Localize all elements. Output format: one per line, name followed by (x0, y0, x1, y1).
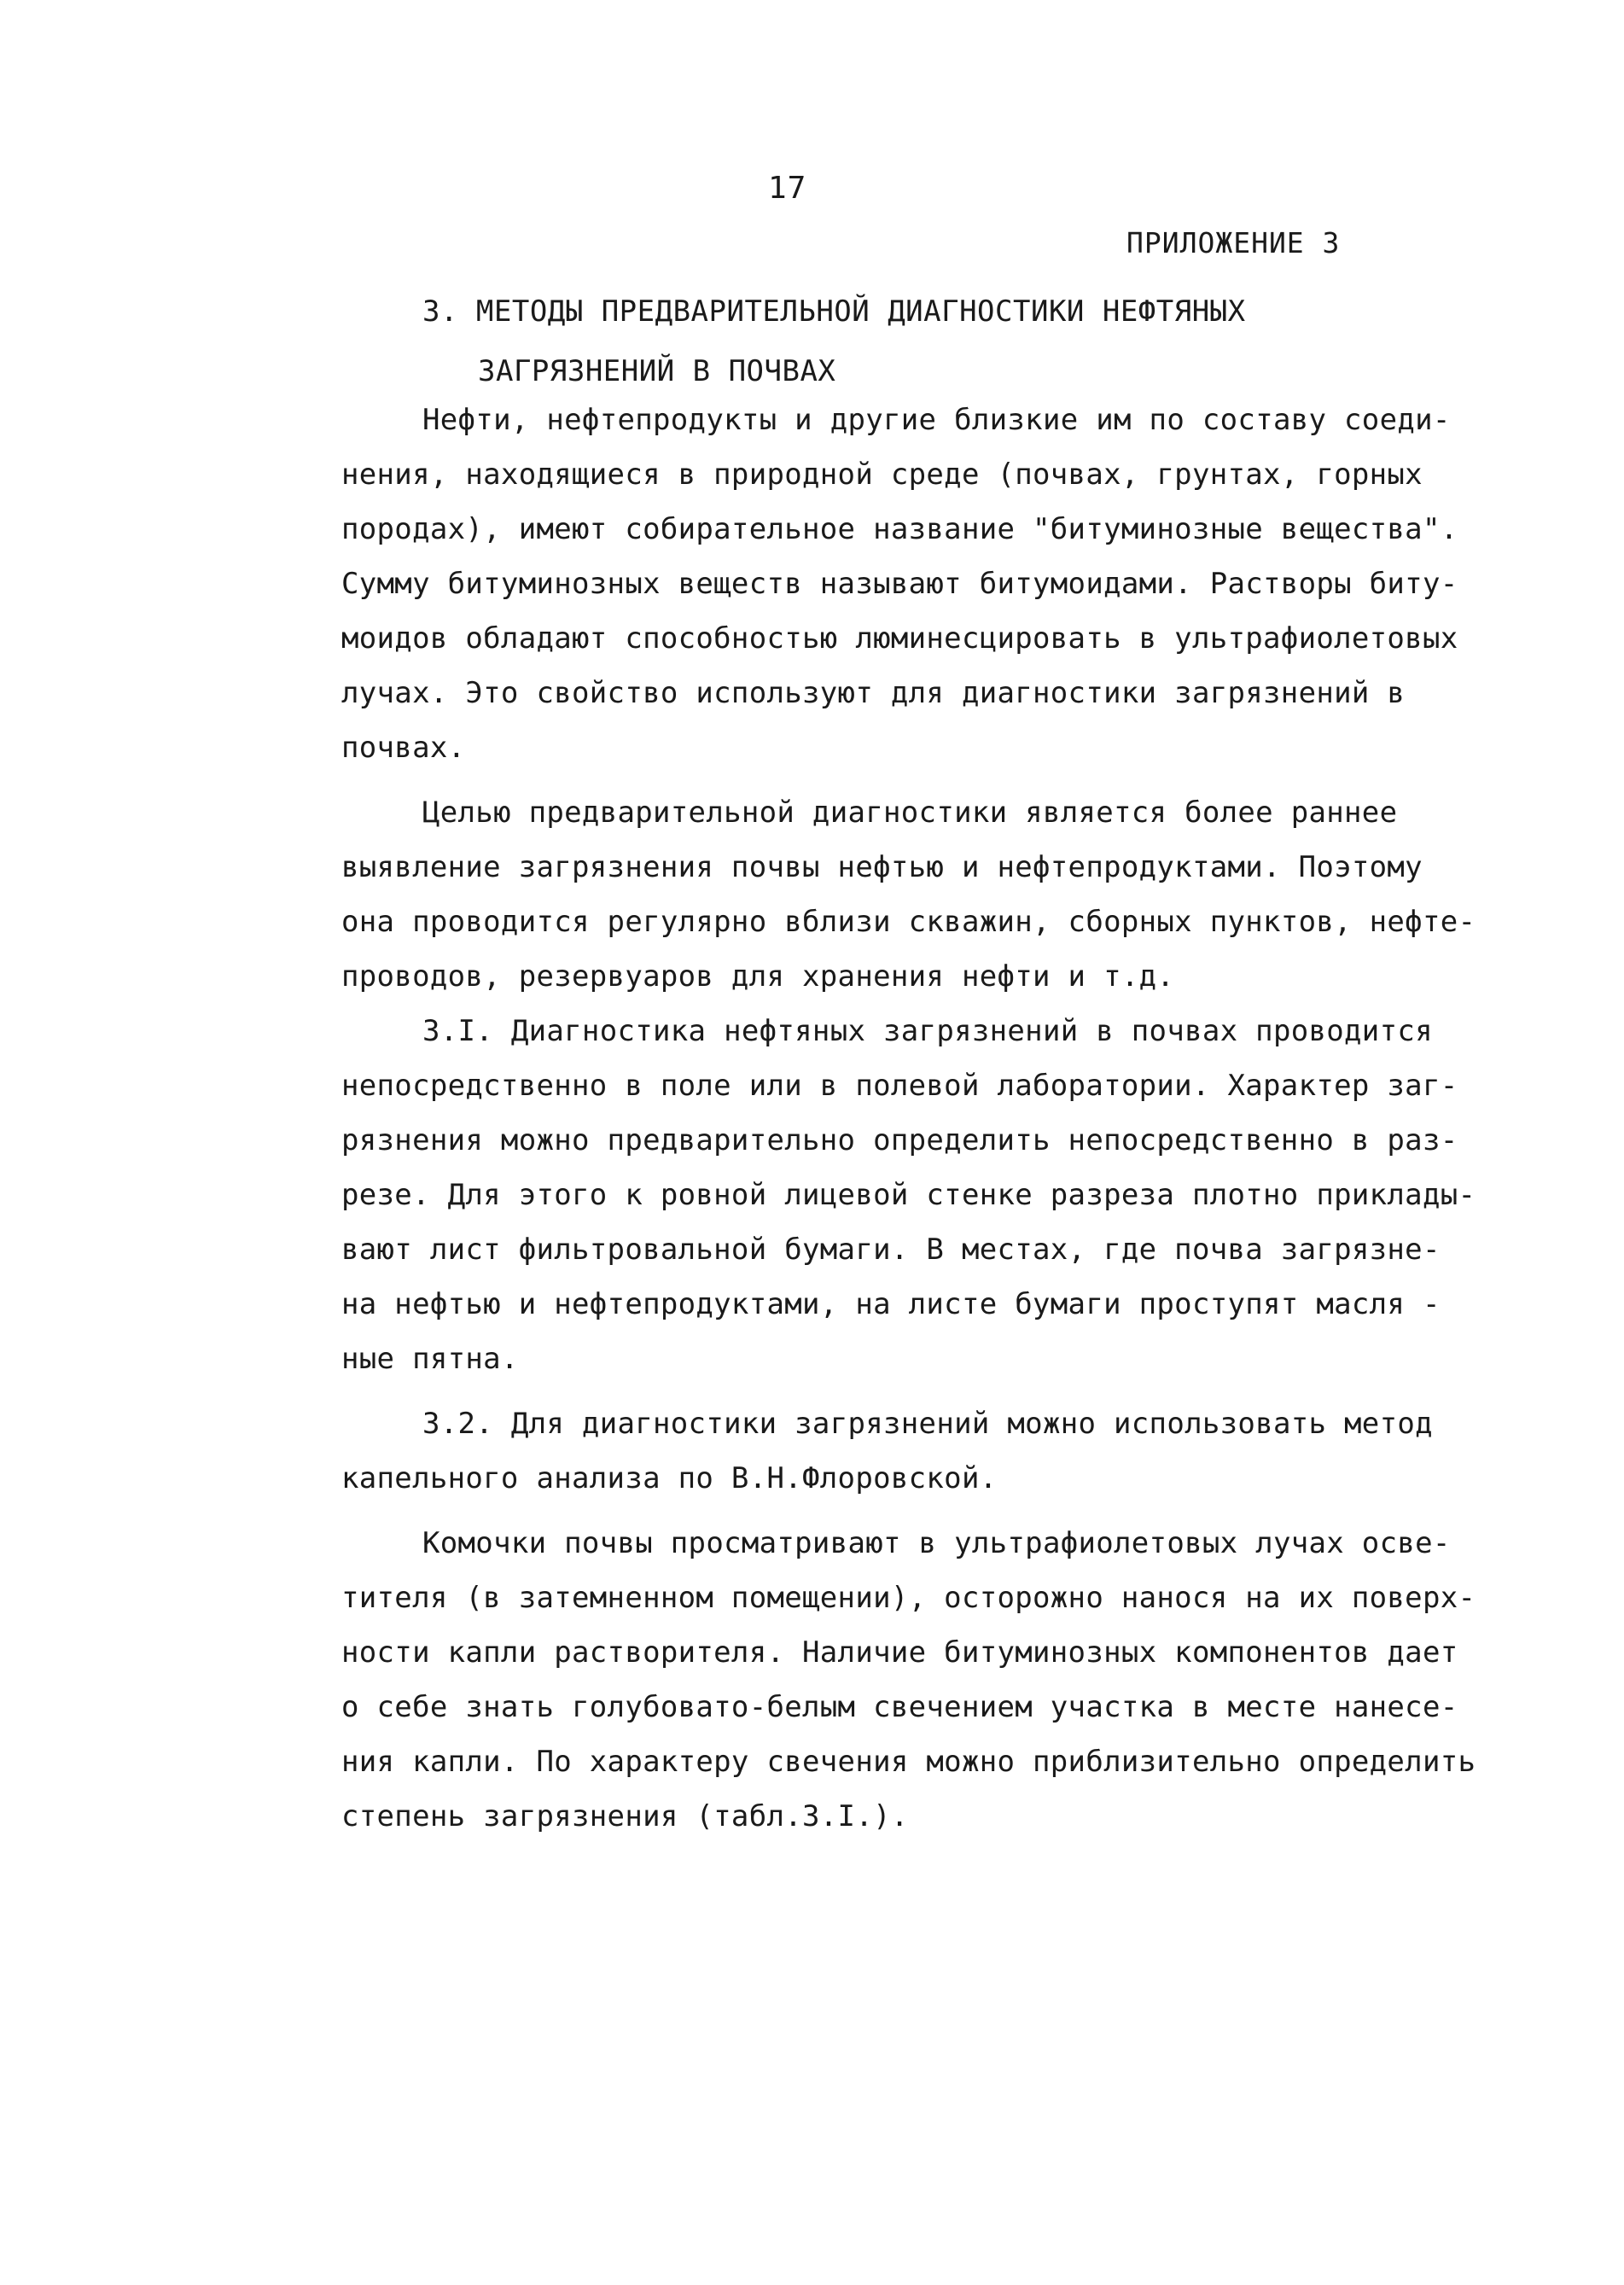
text-line: выявление загрязнения почвы нефтью и нефтепродуктами. Поэтому (341, 850, 1423, 884)
paragraph-4 (341, 1396, 1451, 1506)
text-line: капельного анализа по В.Н.Флоровской. (341, 1461, 998, 1495)
text-line: на нефтью и нефтепродуктами, на листе бумаги проступят масля - (341, 1287, 1441, 1321)
text-line: 3.I. Диагностика нефтяных загрязнений в почвах проводится (422, 1014, 1433, 1048)
text-line: породах), имеют собирательное название "битуминозные вещества". (341, 512, 1458, 546)
text-line: резе. Для этого к ровной лицевой стенке разреза плотно приклады- (341, 1178, 1476, 1212)
text-line: ния капли. По характеру свечения можно приблизительно определить (341, 1745, 1476, 1779)
text-line: вают лист фильтровальной бумаги. В местах, где почва загрязне- (341, 1233, 1441, 1267)
text-line: степень загрязнения (табл.3.I.). (341, 1799, 909, 1833)
text-line: почвах. (341, 731, 466, 765)
text-line: ности капли растворителя. Наличие битуминозных компонентов дает (341, 1635, 1458, 1670)
section-heading-line-1: 3. МЕТОДЫ ПРЕДВАРИТЕЛЬНОЙ ДИАГНОСТИКИ НЕФТЯНЫХ (422, 294, 1246, 329)
text-line: Сумму битуминозных веществ называют битумоидами. Растворы биту- (341, 567, 1458, 601)
text-line: рязнения можно предварительно определить непосредственно в раз- (341, 1123, 1458, 1157)
text-line: Комочки почвы просматривают в ультрафиолетовых лучах осве- (422, 1526, 1451, 1560)
paragraph-3 (341, 1004, 1476, 1386)
text-line: тителя (в затемненном помещении), осторожно нанося на их поверх- (341, 1581, 1476, 1615)
text-line: 3.2. Для диагностики загрязнений можно использовать метод (422, 1407, 1433, 1441)
paragraph-1 (341, 393, 1458, 775)
paragraph-5 (341, 1516, 1476, 1844)
text-line: проводов, резервуаров для хранения нефти и т.д. (341, 959, 1175, 994)
text-line: Целью предварительной диагностики является более раннее (422, 796, 1398, 830)
appendix-label: ПРИЛОЖЕНИЕ 3 (1126, 226, 1341, 259)
page-number: 17 (768, 171, 807, 206)
section-heading-line-2: ЗАГРЯЗНЕНИЙ В ПОЧВАХ (478, 354, 836, 388)
text-line: Нефти, нефтепродукты и другие близкие им по составу соеди- (422, 403, 1451, 437)
paragraph-2 (341, 785, 1476, 1004)
text-line: она проводится регулярно вблизи скважин, сборных пунктов, нефте- (341, 905, 1476, 939)
text-line: моидов обладают способностью люминесцировать в ультрафиолетовых (341, 621, 1458, 656)
text-line: нения, находящиеся в природной среде (почвах, грунтах, горных (341, 458, 1423, 492)
text-line: лучах. Это свойство используют для диагностики загрязнений в (341, 676, 1406, 710)
body-text (341, 393, 1476, 1844)
text-line: непосредственно в поле или в полевой лаборатории. Характер заг- (341, 1069, 1458, 1103)
text-line: о себе знать голубовато-белым свечением участка в месте нанесе- (341, 1690, 1458, 1724)
section-heading (422, 282, 1246, 401)
text-line: ные пятна. (341, 1342, 519, 1376)
